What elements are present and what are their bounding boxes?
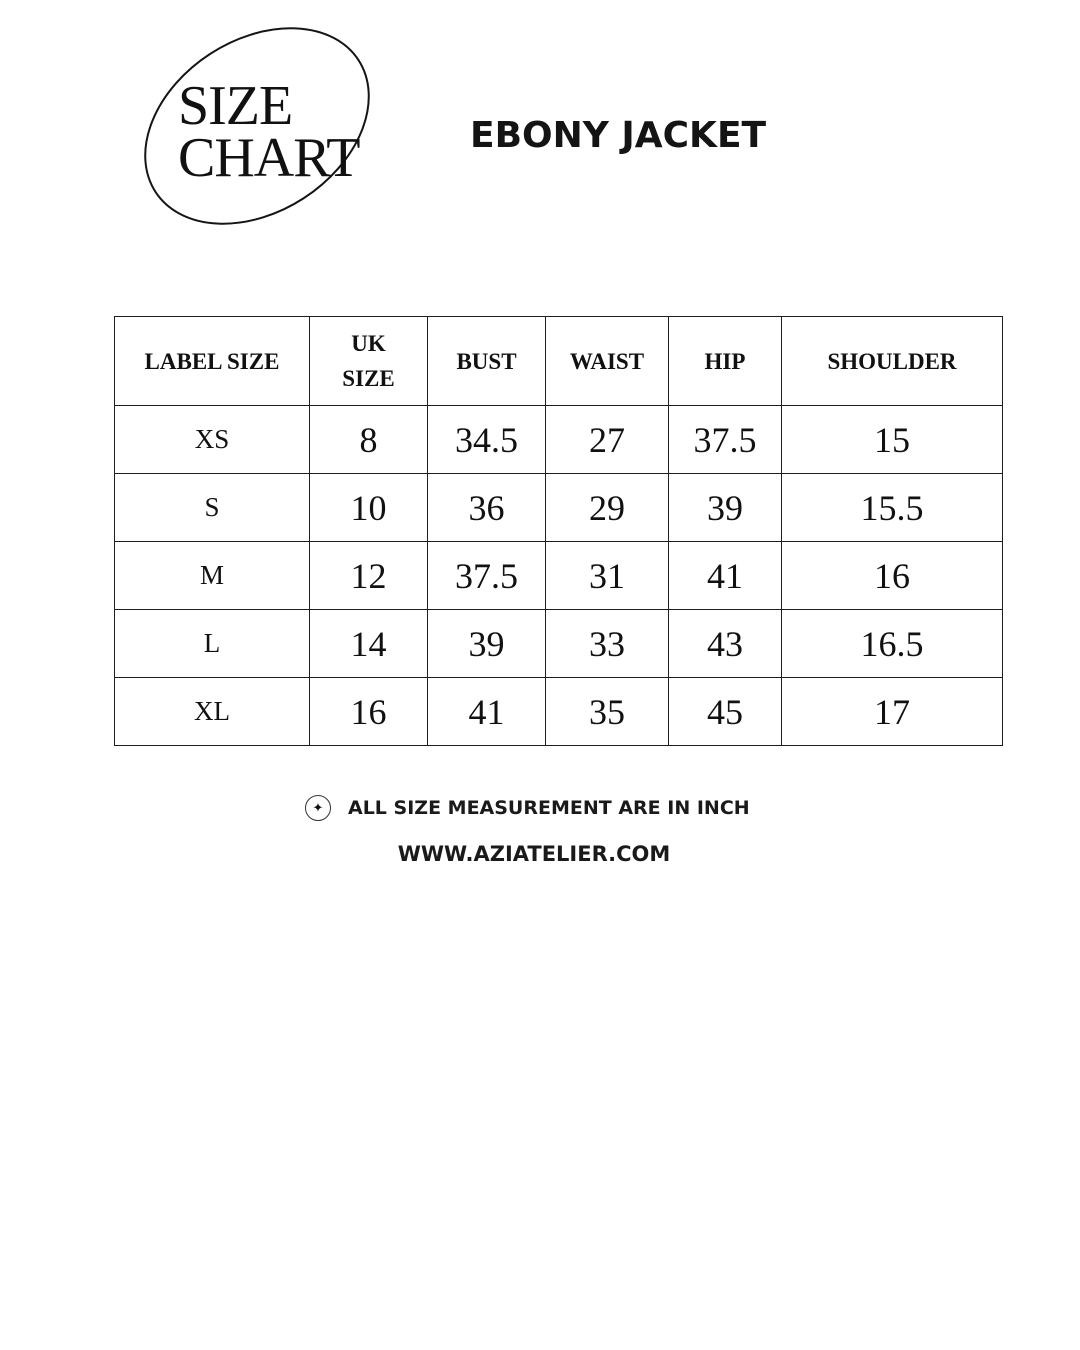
cell-hip: 43 [669,610,782,678]
measurement-note [305,794,750,822]
size-chart-logo [140,26,380,230]
cell-label-size: M [115,542,310,610]
product-title: EBONY JACKET [470,115,767,156]
cell-bust: 36 [428,474,546,542]
header-hip: HIP [669,317,782,406]
header-waist: WAIST [546,317,669,406]
header-bust: BUST [428,317,546,406]
header-uk-size [310,317,428,406]
cell-uk-size: 8 [310,406,428,474]
header-shoulder: SHOULDER [782,317,1003,406]
header-uk-size-text: UK SIZE [342,331,395,391]
cell-hip: 45 [669,678,782,746]
table-row [115,610,1003,678]
cell-hip: 41 [669,542,782,610]
table-header-row [115,317,1003,406]
cell-label-size: S [115,474,310,542]
cell-label-size: XS [115,406,310,474]
sparkle-icon: ✦ [305,795,331,821]
cell-shoulder: 16 [782,542,1003,610]
cell-shoulder: 15.5 [782,474,1003,542]
cell-hip: 37.5 [669,406,782,474]
note-text: ALL SIZE MEASUREMENT ARE IN INCH [348,797,750,819]
cell-bust: 37.5 [428,542,546,610]
cell-hip: 39 [669,474,782,542]
table-row [115,474,1003,542]
cell-shoulder: 17 [782,678,1003,746]
cell-shoulder: 15 [782,406,1003,474]
cell-uk-size: 12 [310,542,428,610]
logo-text-size: SIZE [178,75,293,137]
cell-label-size: XL [115,678,310,746]
cell-uk-size: 10 [310,474,428,542]
cell-shoulder: 16.5 [782,610,1003,678]
cell-uk-size: 16 [310,678,428,746]
cell-waist: 35 [546,678,669,746]
table-row [115,542,1003,610]
cell-bust: 39 [428,610,546,678]
size-table [114,316,1003,746]
website-url: WWW.AZIATELIER.COM [397,842,671,866]
cell-waist: 33 [546,610,669,678]
table-row [115,406,1003,474]
cell-waist: 31 [546,542,669,610]
cell-bust: 41 [428,678,546,746]
cell-uk-size: 14 [310,610,428,678]
cell-label-size: L [115,610,310,678]
table-row [115,678,1003,746]
cell-waist: 29 [546,474,669,542]
header-label-size: LABEL SIZE [115,317,310,406]
cell-bust: 34.5 [428,406,546,474]
logo-text-chart: CHART [178,127,360,189]
cell-waist: 27 [546,406,669,474]
